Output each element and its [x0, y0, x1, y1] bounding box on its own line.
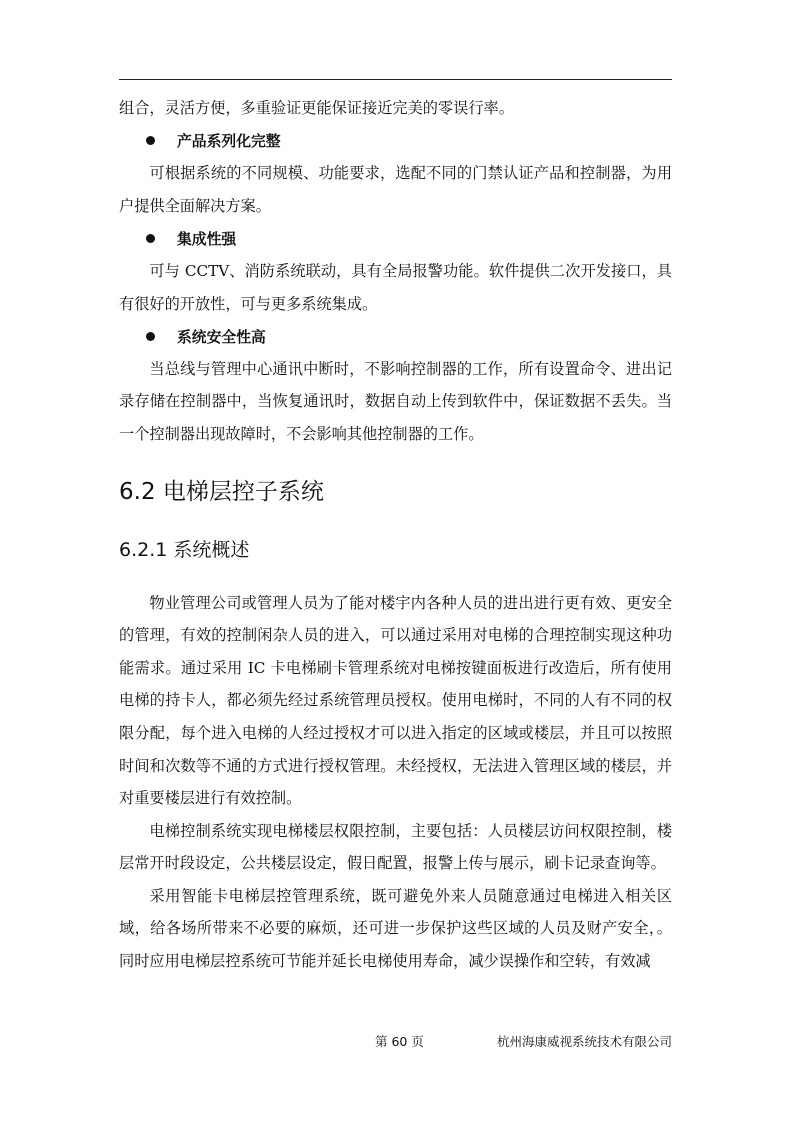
bullet-item: [119, 222, 672, 255]
company-name: 杭州海康威视系统技术有限公司: [496, 1034, 672, 1049]
bullet-heading: 系统安全性高: [177, 328, 266, 346]
paragraph: 当总线与管理中心通讯中断时，不影响控制器的工作，所有设置命令、进出记录存储在控制器中，当恢复通讯时，数据自动上传到软件中，保证数据不丢失。当一个控制器出现故障时，不会影响其他控制器的工作。: [119, 359, 672, 443]
bullet-item: [119, 125, 672, 158]
paragraph: 可根据系统的不同规模、功能要求，选配不同的门禁认证产品和控制器，为用户提供全面解决方案。: [119, 164, 672, 215]
paragraph-continuation: 组合，灵活方便，多重验证更能保证接近完美的零误行率。: [119, 99, 514, 117]
bullet-heading: 集成性强: [177, 231, 237, 249]
bullet-dot-icon: [146, 234, 155, 243]
header-rule: [119, 79, 672, 80]
page-footer: [119, 1032, 672, 1052]
page-number: 第 60 页: [375, 1034, 424, 1049]
bullet-dot-icon: [146, 136, 155, 145]
section-heading: 6.2 电梯层控子系统: [119, 478, 324, 505]
bullet-dot-icon: [146, 332, 155, 341]
paragraph: 采用智能卡电梯层控管理系统，既可避免外来人员随意通过电梯进入相关区域，给各场所带来不必要的麻烦，还可进一步保护这些区域的人员及财产安全，。同时应用电梯层控系统可节能并延长电梯使用寿命，减少误操作和空转，有效减: [119, 886, 672, 971]
paragraph: 物业管理公司或管理人员为了能对楼宇内各种人员的进出进行更有效、更安全的管理，有效的控制闲杂人员的进入，可以通过采用对电梯的合理控制实现这种功能需求。通过采用 IC 卡电梯刷卡管理系统对电梯按键面板进行改造后，所有使用电梯的持卡人，都必须先经过系统管理员授权。使用电梯时，不同的人有不同的权限分配，每个进入电梯的人经过授权才可以进入指定的区域或楼层，并且可以按照时间和次数等不通的方式进行授权管理。未经授权，无法进入管理区域的楼层，并对重要楼层进行有效控制。: [119, 593, 672, 808]
bullet-heading: 产品系列化完整: [177, 133, 281, 151]
document-body: [119, 92, 672, 978]
bullet-item: [119, 320, 672, 353]
subsection-heading: 6.2.1 系统概述: [119, 538, 250, 561]
paragraph: 电梯控制系统实现电梯楼层权限控制，主要包括：人员楼层访问权限控制，楼层常开时段设定，公共楼层设定，假日配置，报警上传与展示，刷卡记录查询等。: [119, 821, 672, 873]
paragraph: 可与 CCTV、消防系统联动，具有全局报警功能。软件提供二次开发接口，具有很好的开放性，可与更多系统集成。: [119, 261, 672, 313]
